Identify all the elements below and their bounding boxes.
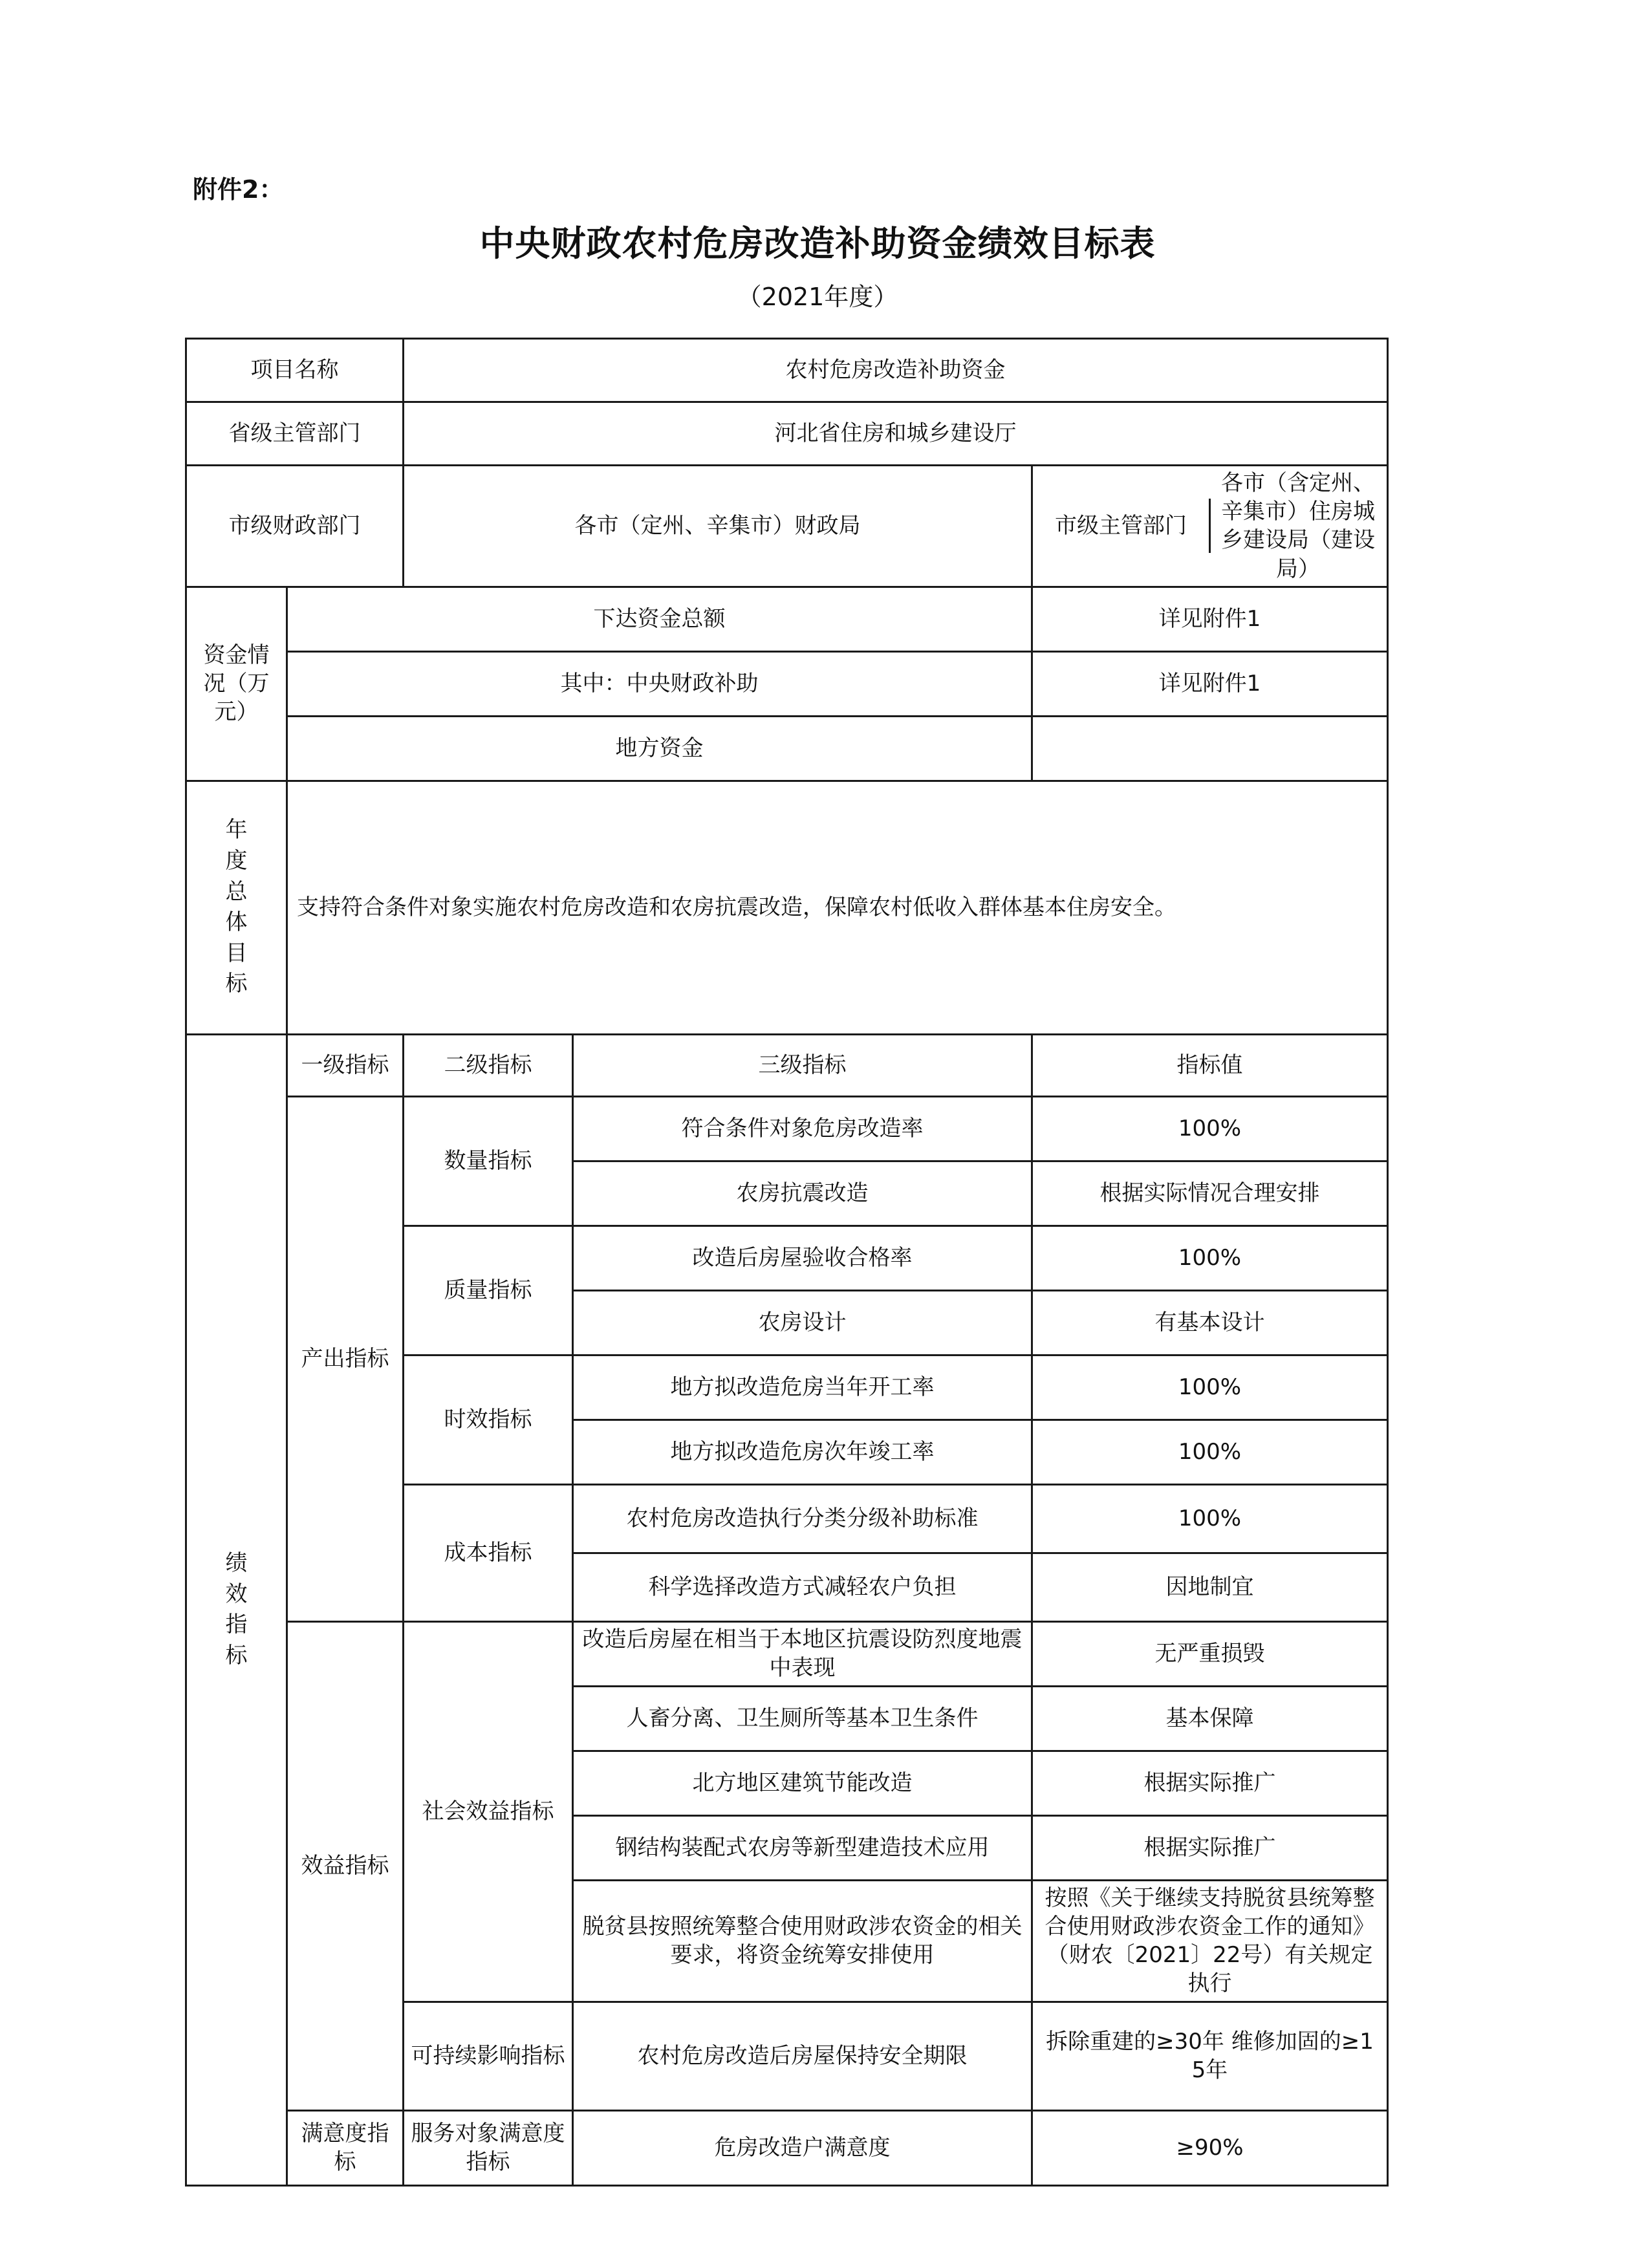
funds-total-row xyxy=(186,587,1388,651)
city-finance-label: 市级财政部门 xyxy=(186,466,404,587)
level2-quantity: 数量指标 xyxy=(404,1096,573,1226)
annual-goal-row xyxy=(186,781,1388,1034)
indicator-value: 基本保障 xyxy=(1032,1686,1388,1751)
performance-indicators-label: 绩效指标 xyxy=(186,1034,287,2185)
indicator-value: 有基本设计 xyxy=(1032,1290,1388,1355)
indicator-value: 按照《关于继续支持脱贫县统筹整合使用财政涉农资金工作的通知》（财农〔2021〕22号）有关规定执行 xyxy=(1032,1880,1388,2002)
project-name-value: 农村危房改造补助资金 xyxy=(404,339,1388,402)
provincial-dept-row xyxy=(186,402,1388,466)
level2-cost: 成本指标 xyxy=(404,1484,573,1621)
performance-target-table xyxy=(185,338,1389,2187)
indicator-name: 危房改造户满意度 xyxy=(573,2110,1032,2185)
header-level3: 三级指标 xyxy=(573,1034,1032,1096)
header-level2: 二级指标 xyxy=(404,1034,573,1096)
attachment-label: 附件2： xyxy=(193,175,284,204)
indicator-name: 钢结构装配式农房等新型建造技术应用 xyxy=(573,1815,1032,1880)
indicator-name: 符合条件对象危房改造率 xyxy=(573,1096,1032,1161)
indicator-value: 100% xyxy=(1032,1484,1388,1553)
funds-local-row xyxy=(186,716,1388,781)
indicator-name: 脱贫县按照统筹整合使用财政涉农资金的相关要求，将资金统筹安排使用 xyxy=(573,1880,1032,2002)
indicator-value: 因地制宜 xyxy=(1032,1553,1388,1621)
indicator-value: 无严重损毁 xyxy=(1032,1621,1388,1686)
page-title: 中央财政农村危房改造补助资金绩效目标表 xyxy=(479,223,1156,264)
annual-goal-text: 支持符合条件对象实施农村危房改造和农房抗震改造，保障农村低收入群体基本住房安全。 xyxy=(287,781,1388,1034)
page-subtitle-year: （2021年度） xyxy=(737,283,898,311)
level1-output: 产出指标 xyxy=(287,1096,404,1621)
indicator-name: 改造后房屋验收合格率 xyxy=(573,1226,1032,1290)
indicator-value: 根据实际情况合理安排 xyxy=(1032,1161,1388,1226)
header-value: 指标值 xyxy=(1032,1034,1388,1096)
level2-timeliness: 时效指标 xyxy=(404,1355,573,1484)
indicator-name: 农村危房改造执行分类分级补助标准 xyxy=(573,1484,1032,1553)
funds-total-value: 详见附件1 xyxy=(1032,587,1388,651)
indicator-name: 北方地区建筑节能改造 xyxy=(573,1751,1032,1815)
city-dept-row xyxy=(186,466,1388,587)
funds-central-value: 详见附件1 xyxy=(1032,651,1388,716)
table-row xyxy=(186,2110,1388,2185)
funds-central-row xyxy=(186,651,1388,716)
city-dept-combined xyxy=(1032,466,1388,587)
level1-benefit: 效益指标 xyxy=(287,1621,404,2110)
indicator-value: 根据实际推广 xyxy=(1032,1751,1388,1815)
provincial-dept-label: 省级主管部门 xyxy=(186,402,404,466)
indicator-value: ≥90% xyxy=(1032,2110,1388,2185)
indicator-value: 根据实际推广 xyxy=(1032,1815,1388,1880)
level2-sustainability: 可持续影响指标 xyxy=(404,2002,573,2110)
indicator-name: 农村危房改造后房屋保持安全期限 xyxy=(573,2002,1032,2110)
indicator-name: 农房设计 xyxy=(573,1290,1032,1355)
indicator-name: 地方拟改造危房次年竣工率 xyxy=(573,1420,1032,1484)
header-level1: 一级指标 xyxy=(287,1034,404,1096)
indicator-value: 拆除重建的≥30年 维修加固的≥15年 xyxy=(1032,2002,1388,2110)
level2-service-satisfaction: 服务对象满意度指标 xyxy=(404,2110,573,2185)
funds-section-label: 资金情况（万元） xyxy=(186,587,287,781)
project-name-label: 项目名称 xyxy=(186,339,404,402)
indicator-value: 100% xyxy=(1032,1226,1388,1290)
indicator-name: 人畜分离、卫生厕所等基本卫生条件 xyxy=(573,1686,1032,1751)
indicator-value: 100% xyxy=(1032,1355,1388,1420)
funds-local-label: 地方资金 xyxy=(287,716,1032,781)
indicator-name: 地方拟改造危房当年开工率 xyxy=(573,1355,1032,1420)
indicator-header-row xyxy=(186,1034,1388,1096)
funds-local-value xyxy=(1032,716,1388,781)
indicator-value: 100% xyxy=(1032,1420,1388,1484)
city-finance-value: 各市（定州、辛集市）财政局 xyxy=(404,466,1032,587)
indicator-name: 农房抗震改造 xyxy=(573,1161,1032,1226)
provincial-dept-value: 河北省住房和城乡建设厅 xyxy=(404,402,1388,466)
city-dept-label: 市级主管部门 xyxy=(1033,499,1211,553)
city-dept-value: 各市（含定州、辛集市）住房城乡建设局（建设局） xyxy=(1221,470,1375,582)
level1-satisfaction: 满意度指标 xyxy=(287,2110,404,2185)
level2-quality: 质量指标 xyxy=(404,1226,573,1355)
funds-total-label: 下达资金总额 xyxy=(287,587,1032,651)
project-name-row xyxy=(186,339,1388,402)
annual-goal-label: 年度总体目标 xyxy=(186,781,287,1034)
table-row xyxy=(186,1096,1388,1161)
table-row xyxy=(186,1621,1388,1686)
funds-central-label: 其中：中央财政补助 xyxy=(287,651,1032,716)
indicator-value: 100% xyxy=(1032,1096,1388,1161)
indicator-name: 改造后房屋在相当于本地区抗震设防烈度地震中表现 xyxy=(573,1621,1032,1686)
indicator-name: 科学选择改造方式减轻农户负担 xyxy=(573,1553,1032,1621)
level2-social-benefit: 社会效益指标 xyxy=(404,1621,573,2002)
